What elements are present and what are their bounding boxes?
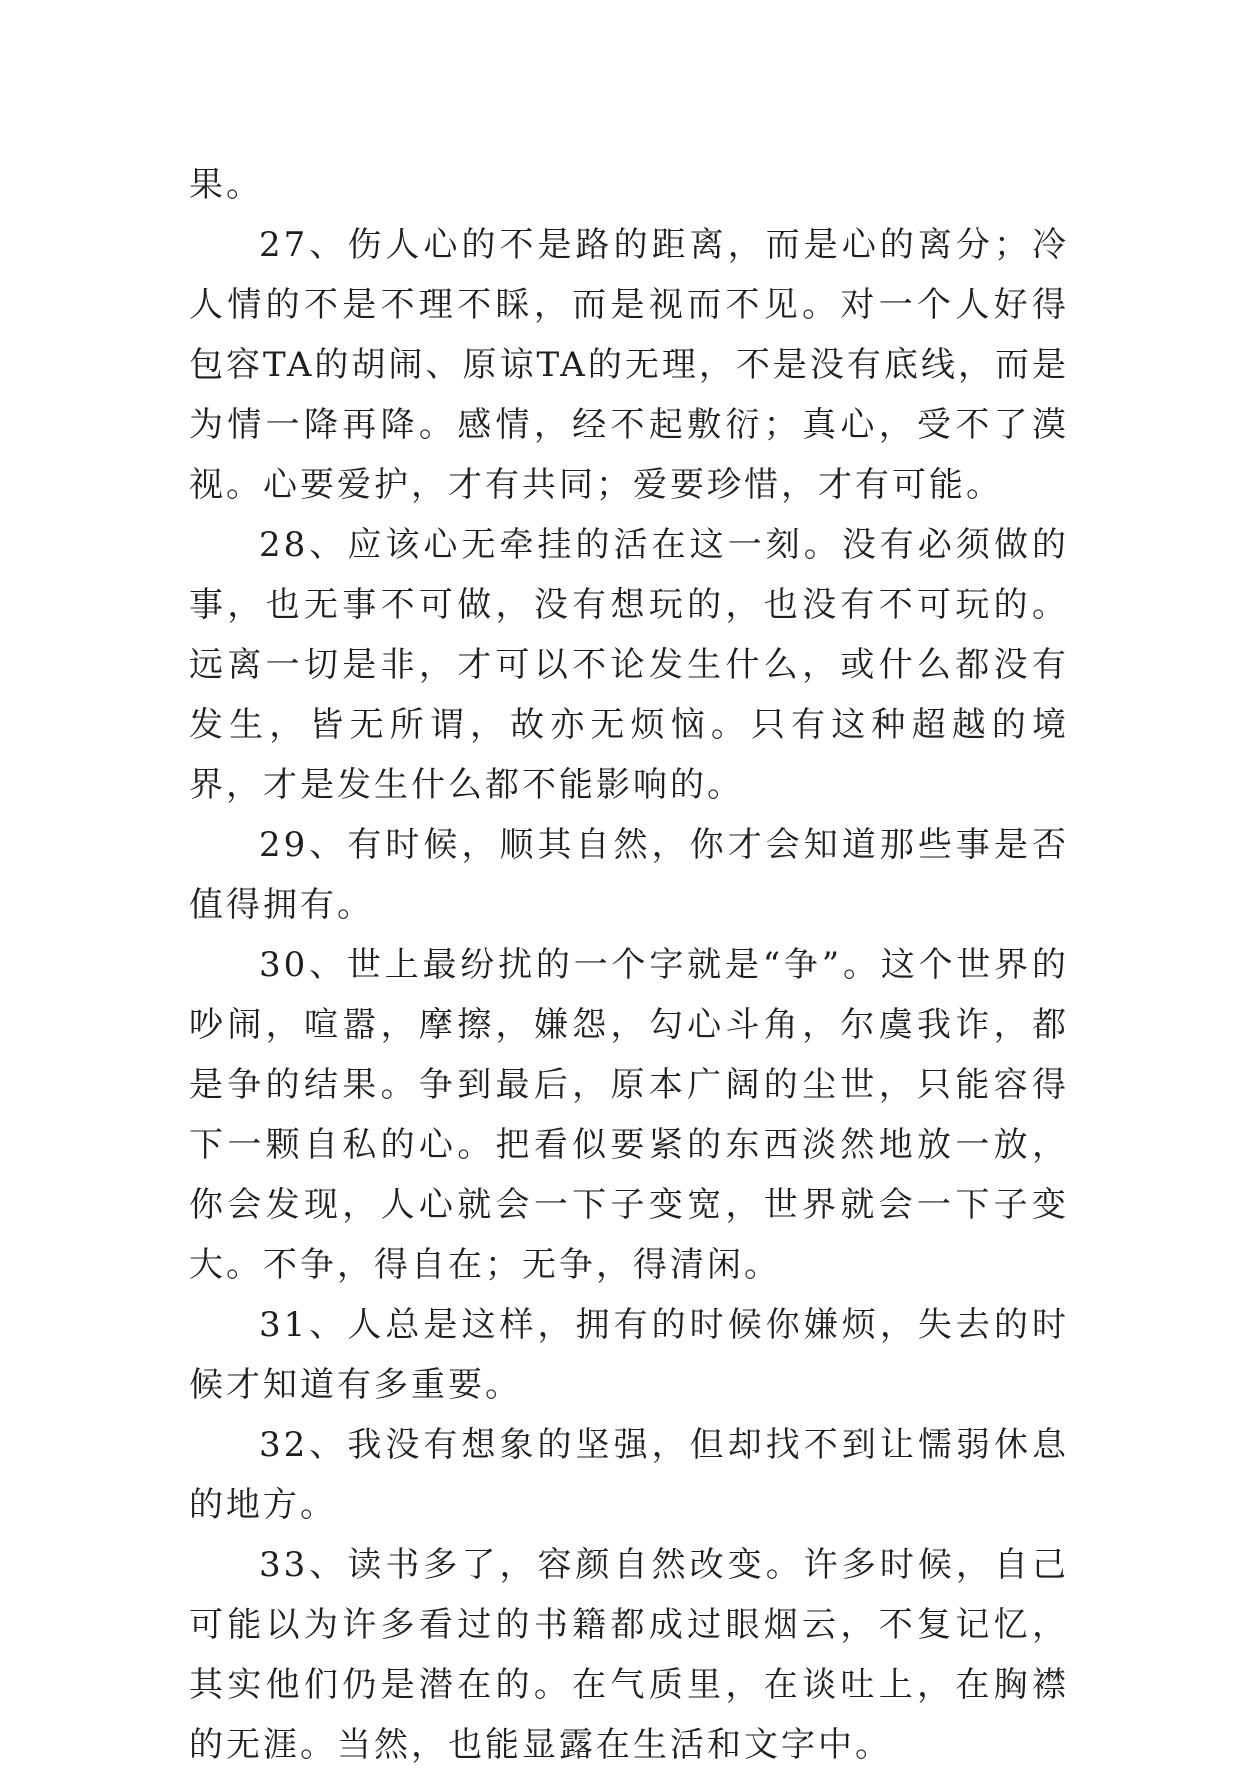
document-body: [189, 155, 1069, 1775]
paragraph-31: 31、人总是这样，拥有的时候你嫌烦，失去的时候才知道有多重要。: [189, 1305, 1069, 1405]
paragraph-33: 33、读书多了，容颜自然改变。许多时候，自己可能以为许多看过的书籍都成过眼烟云，不复记忆，其实他们仍是潜在的。在气质里，在谈吐上，在胸襟的无涯。当然，也能显露在生活和文字中。: [189, 1545, 1069, 1765]
paragraph-continuation: 果。: [189, 165, 263, 205]
paragraph-29: 29、有时候，顺其自然，你才会知道那些事是否值得拥有。: [189, 825, 1069, 925]
paragraph-27: 27、伤人心的不是路的距离，而是心的离分；冷人情的不是不理不睬，而是视而不见。对一个人好得包容TA的胡闹、原谅TA的无理，不是没有底线，而是为情一降再降。感情，经不起敷衍；真心，受不了漠视。心要爱护，才有共同；爱要珍惜，才有可能。: [189, 225, 1069, 505]
paragraph-28: 28、应该心无牵挂的活在这一刻。没有必须做的事，也无事不可做，没有想玩的，也没有不可玩的。远离一切是非，才可以不论发生什么，或什么都没有发生，皆无所谓，故亦无烦恼。只有这种超越的境界，才是发生什么都不能影响的。: [189, 525, 1069, 805]
paragraph-32: 32、我没有想象的坚强，但却找不到让懦弱休息的地方。: [189, 1425, 1069, 1525]
paragraph-30: 30、世上最纷扰的一个字就是“争”。这个世界的吵闹，喧嚣，摩擦，嫌怨，勾心斗角，尔虞我诈，都是争的结果。争到最后，原本广阔的尘世，只能容得下一颗自私的心。把看似要紧的东西淡然地放一放，你会发现，人心就会一下子变宽，世界就会一下子变大。不争，得自在；无争，得清闲。: [189, 945, 1069, 1285]
